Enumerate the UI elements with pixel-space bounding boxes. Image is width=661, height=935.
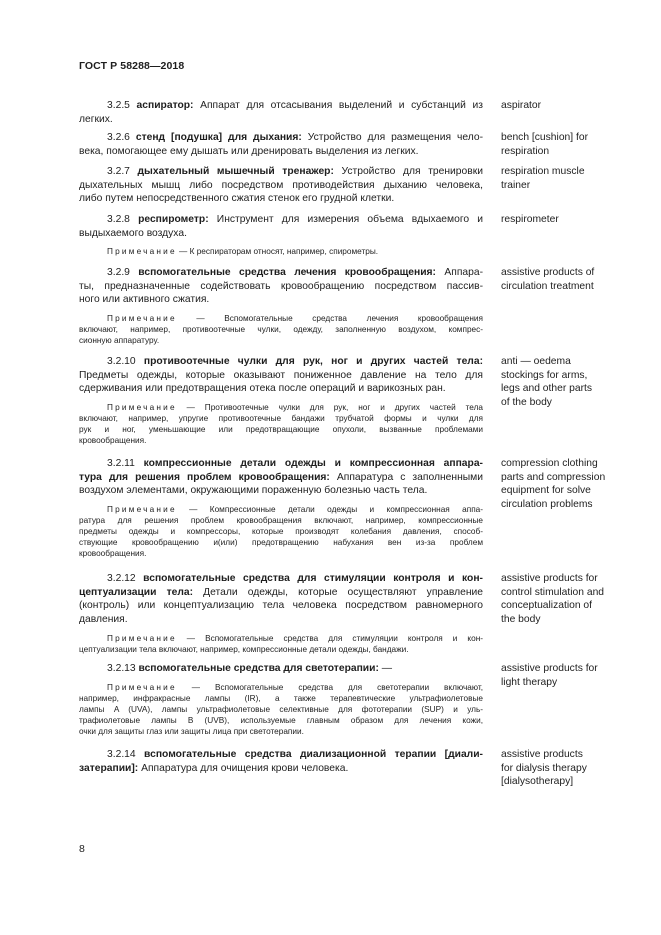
english-term-line: aspirator xyxy=(501,100,542,111)
note-text: рук и ног, уменьшающие или предотвращающие опухоли, вызванные проблемами xyxy=(79,425,483,435)
english-term-line: respiration xyxy=(501,145,550,157)
definition-text: Аппарат для отсасывания выделений и субстанций из xyxy=(193,100,483,111)
english-term-line: circulation treatment xyxy=(501,280,594,292)
english-equivalent xyxy=(501,457,616,512)
russian-definition xyxy=(79,99,483,126)
note-text: включают, например, упругие противоотечные бандажи трубчатой формы и чулки для xyxy=(79,414,483,424)
note-line xyxy=(79,435,483,446)
note-line xyxy=(79,413,483,424)
note-text: очки для защиты глаз или защиты лица при светотерапии. xyxy=(79,727,304,737)
note-text: сионную аппаратуру. xyxy=(79,336,160,346)
note-line xyxy=(79,526,483,537)
russian-definition xyxy=(79,131,483,158)
definition-line xyxy=(79,280,483,294)
definition-line xyxy=(79,662,483,676)
note-text: трафиолетовые лампы B (UVB), используемые главным образом для лечения кожи, xyxy=(79,715,483,725)
english-term-line: parts and compression xyxy=(501,471,606,483)
term-name: вспомогательные средства лечения кровообращения: xyxy=(138,267,436,278)
term-number: 3.2.5 xyxy=(107,100,137,111)
definition-text: ты, предназначенные содействовать кровообращению посредством пассив- xyxy=(79,280,483,292)
english-term-line: for dialysis therapy xyxy=(501,762,587,774)
term-name: вспомогательные средства для светотерапии: xyxy=(138,663,379,674)
definition-text: Аппаратура для очищения крови человека. xyxy=(138,762,349,774)
definition-text: Аппаратура с заполненными xyxy=(329,471,483,483)
note-line xyxy=(79,548,483,559)
note-text: — Вспомогательные средства лечения кровообращения xyxy=(176,314,483,324)
definition-text: Устройство для тренировки xyxy=(333,166,483,177)
definition-line xyxy=(79,113,483,127)
note-text: — Компрессионные детали одежды и компрессионная аппа- xyxy=(176,505,483,515)
russian-definition xyxy=(79,662,483,737)
note-line xyxy=(79,715,483,726)
english-term-line: legs and other parts xyxy=(501,383,593,395)
note-line xyxy=(79,693,483,704)
definition-line xyxy=(79,762,483,776)
definition-line xyxy=(79,145,483,159)
definition-line xyxy=(79,179,483,193)
definition-line xyxy=(79,471,483,485)
term-name: стенд [подушка] для дыхания: xyxy=(135,132,302,143)
note-text: предметы одежды и компрессоры, которые производят колебания давления, способ- xyxy=(79,527,483,537)
note-line xyxy=(79,324,483,335)
definition-text: Устройство для размещения чело- xyxy=(301,132,483,143)
note-label: Примечание xyxy=(107,505,177,515)
term-name: компрессионные детали одежды и компрессионная аппара- xyxy=(143,458,483,469)
term-name: цептуализации тела: xyxy=(79,586,194,598)
note-line xyxy=(79,246,483,257)
english-term-line: trainer xyxy=(501,179,531,191)
english-term-line: respiration muscle xyxy=(501,166,585,177)
russian-definition xyxy=(79,748,483,775)
definition-line xyxy=(79,192,483,206)
term-number: 3.2.11 xyxy=(107,458,144,469)
note-text: цептуализации тела включают, например, компрессионные детали одежды, бандажи. xyxy=(79,644,409,654)
definition-line xyxy=(79,165,483,179)
definition-text: легких. xyxy=(79,113,113,125)
page-number: 8 xyxy=(79,843,85,855)
english-term-line: assistive products xyxy=(501,749,583,760)
note-text: — Вспомогательные средства для стимуляции контроля и кон- xyxy=(176,633,483,643)
note-text: ствующие кровообращению и(или) предотвращению набухания вен из-за проблем xyxy=(79,538,483,548)
definition-text: воздухом элементами, окружающими пораженную болезнью часть тела. xyxy=(79,485,428,497)
definition-text: давления. xyxy=(79,614,128,626)
note-line xyxy=(79,537,483,548)
definition-line xyxy=(79,213,483,227)
note-label: Примечание xyxy=(107,314,177,324)
note-label: Примечание xyxy=(107,403,177,413)
note-text: лампы A (UVA), лампы ультрафиолетовые селективные для фототерапии (SUP) и уль- xyxy=(79,704,483,714)
english-term-line: stockings for arms, xyxy=(501,369,588,381)
definition-text: дыхательных мышц либо посредством противодействия дыханию человека, xyxy=(79,179,483,191)
note-label: Примечание xyxy=(107,247,177,257)
russian-definition xyxy=(79,457,483,560)
english-term-line: assistive products for xyxy=(501,663,598,674)
term-name: тура для решения проблем кровообращения: xyxy=(79,471,330,483)
note-label: Примечание xyxy=(107,682,177,692)
english-term-line: of the body xyxy=(501,397,552,409)
term-name: дыхательный мышечный тренажер: xyxy=(137,166,334,177)
english-term-line: [dialysotherapy] xyxy=(501,776,574,788)
english-equivalent xyxy=(501,165,616,192)
english-equivalent xyxy=(501,266,616,293)
english-equivalent xyxy=(501,572,616,627)
note-line xyxy=(79,682,483,693)
note-line xyxy=(79,424,483,435)
definition-line xyxy=(79,293,483,307)
english-term-line: assistive products for xyxy=(501,573,598,584)
note-line xyxy=(79,633,483,644)
note-line xyxy=(79,313,483,324)
term-number: 3.2.10 xyxy=(107,356,144,367)
english-equivalent xyxy=(501,355,616,410)
term-number: 3.2.14 xyxy=(107,749,145,760)
term-number: 3.2.8 xyxy=(107,214,139,225)
note-text: — К респираторам относят, например, спирометры. xyxy=(176,247,379,257)
definition-text: Предметы одежды, которые оказывают пониженное давление на тело для xyxy=(79,369,483,381)
definition-line xyxy=(79,369,483,383)
note-line xyxy=(79,644,483,655)
english-term-line: bench [cushion] for xyxy=(501,132,589,143)
russian-definition xyxy=(79,355,483,446)
definition-line xyxy=(79,266,483,280)
definition-text: сдерживания или предотвращения отека после операций и варикозных ран. xyxy=(79,383,446,395)
definition-text: Инструмент для измерения объема вдыхаемого и xyxy=(208,214,484,225)
note-label: Примечание xyxy=(107,633,177,643)
english-term-line: circulation problems xyxy=(501,499,593,511)
english-term-line: the body xyxy=(501,614,541,626)
note-text: кровообращения. xyxy=(79,549,147,559)
definition-line xyxy=(79,586,483,600)
note-line xyxy=(79,402,483,413)
definition-text: либо путем непосредственного сжатия стенок его грудной клетки. xyxy=(79,193,395,205)
definition-line xyxy=(79,131,483,145)
definition-line xyxy=(79,457,483,471)
note-line xyxy=(79,726,483,737)
definition-line xyxy=(79,355,483,369)
definition-line xyxy=(79,484,483,498)
term-number: 3.2.13 xyxy=(107,663,139,674)
english-term-line: respirometer xyxy=(501,214,559,225)
note-line xyxy=(79,704,483,715)
russian-definition xyxy=(79,572,483,655)
definition-line xyxy=(79,748,483,762)
definition-text: (контроль) или концептуализацию тела человека посредством равномерного xyxy=(79,600,483,612)
term-number: 3.2.12 xyxy=(107,573,144,584)
english-term-line: conceptualization of xyxy=(501,600,593,612)
definition-line xyxy=(79,572,483,586)
russian-definition xyxy=(79,165,483,206)
definition-text: Детали одежды, которые осуществляют управление xyxy=(193,586,483,598)
english-term-line: control stimulation and xyxy=(501,586,605,598)
english-equivalent xyxy=(501,213,616,227)
note-text: кровообращения. xyxy=(79,436,147,446)
definition-line xyxy=(79,599,483,613)
note-line xyxy=(79,515,483,526)
term-name: аспиратор: xyxy=(136,100,194,111)
document-header: ГОСТ Р 58288—2018 xyxy=(79,60,185,72)
note-text: включают, например, противоотечные чулки, одежду, заполненную воздухом, компрес- xyxy=(79,325,483,335)
term-number: 3.2.9 xyxy=(107,267,139,278)
term-number: 3.2.6 xyxy=(107,132,136,143)
term-name: затерапии]: xyxy=(79,762,139,774)
english-equivalent xyxy=(501,131,616,158)
definition-line xyxy=(79,227,483,241)
definition-text: — xyxy=(378,663,393,674)
english-equivalent xyxy=(501,99,616,113)
definition-text: века, помогающее ему дышать или дренировать выделения из легких. xyxy=(79,145,419,157)
definition-text: выдыхаемого воздуха. xyxy=(79,227,187,239)
english-term-line: light therapy xyxy=(501,676,558,688)
note-text: например, инфракрасные лампы (IR), а также терапевтические ультрафиолетовые xyxy=(79,693,483,703)
definition-text: ного или активного сжатия. xyxy=(79,294,210,306)
term-name: вспомогательные средства диализационной терапии [диали- xyxy=(144,749,483,760)
definition-line xyxy=(79,382,483,396)
english-term-line: anti — oedema xyxy=(501,356,571,367)
term-number: 3.2.7 xyxy=(107,166,138,177)
english-equivalent xyxy=(501,662,616,689)
term-name: респирометр: xyxy=(138,214,209,225)
russian-definition xyxy=(79,213,483,257)
russian-definition xyxy=(79,266,483,346)
english-term-line: equipment for solve xyxy=(501,485,591,497)
english-term-line: compression clothing xyxy=(501,458,598,469)
definition-text: Аппара- xyxy=(436,267,483,278)
note-text: ратура для решения проблем кровообращения включают, например, компрессионные xyxy=(79,516,483,526)
note-line xyxy=(79,504,483,515)
english-equivalent xyxy=(501,748,616,789)
term-name: противоотечные чулки для рук, ног и других частей тела: xyxy=(143,356,483,367)
definition-line xyxy=(79,613,483,627)
english-term-line: assistive products of xyxy=(501,267,595,278)
note-text: — Вспомогательные средства для светотерапии включают, xyxy=(176,682,483,692)
note-text: — Противоотечные чулки для рук, ног и других частей тела xyxy=(176,403,483,413)
note-line xyxy=(79,335,483,346)
term-name: вспомогательные средства для стимуляции контроля и кон- xyxy=(143,573,483,584)
definition-line xyxy=(79,99,483,113)
